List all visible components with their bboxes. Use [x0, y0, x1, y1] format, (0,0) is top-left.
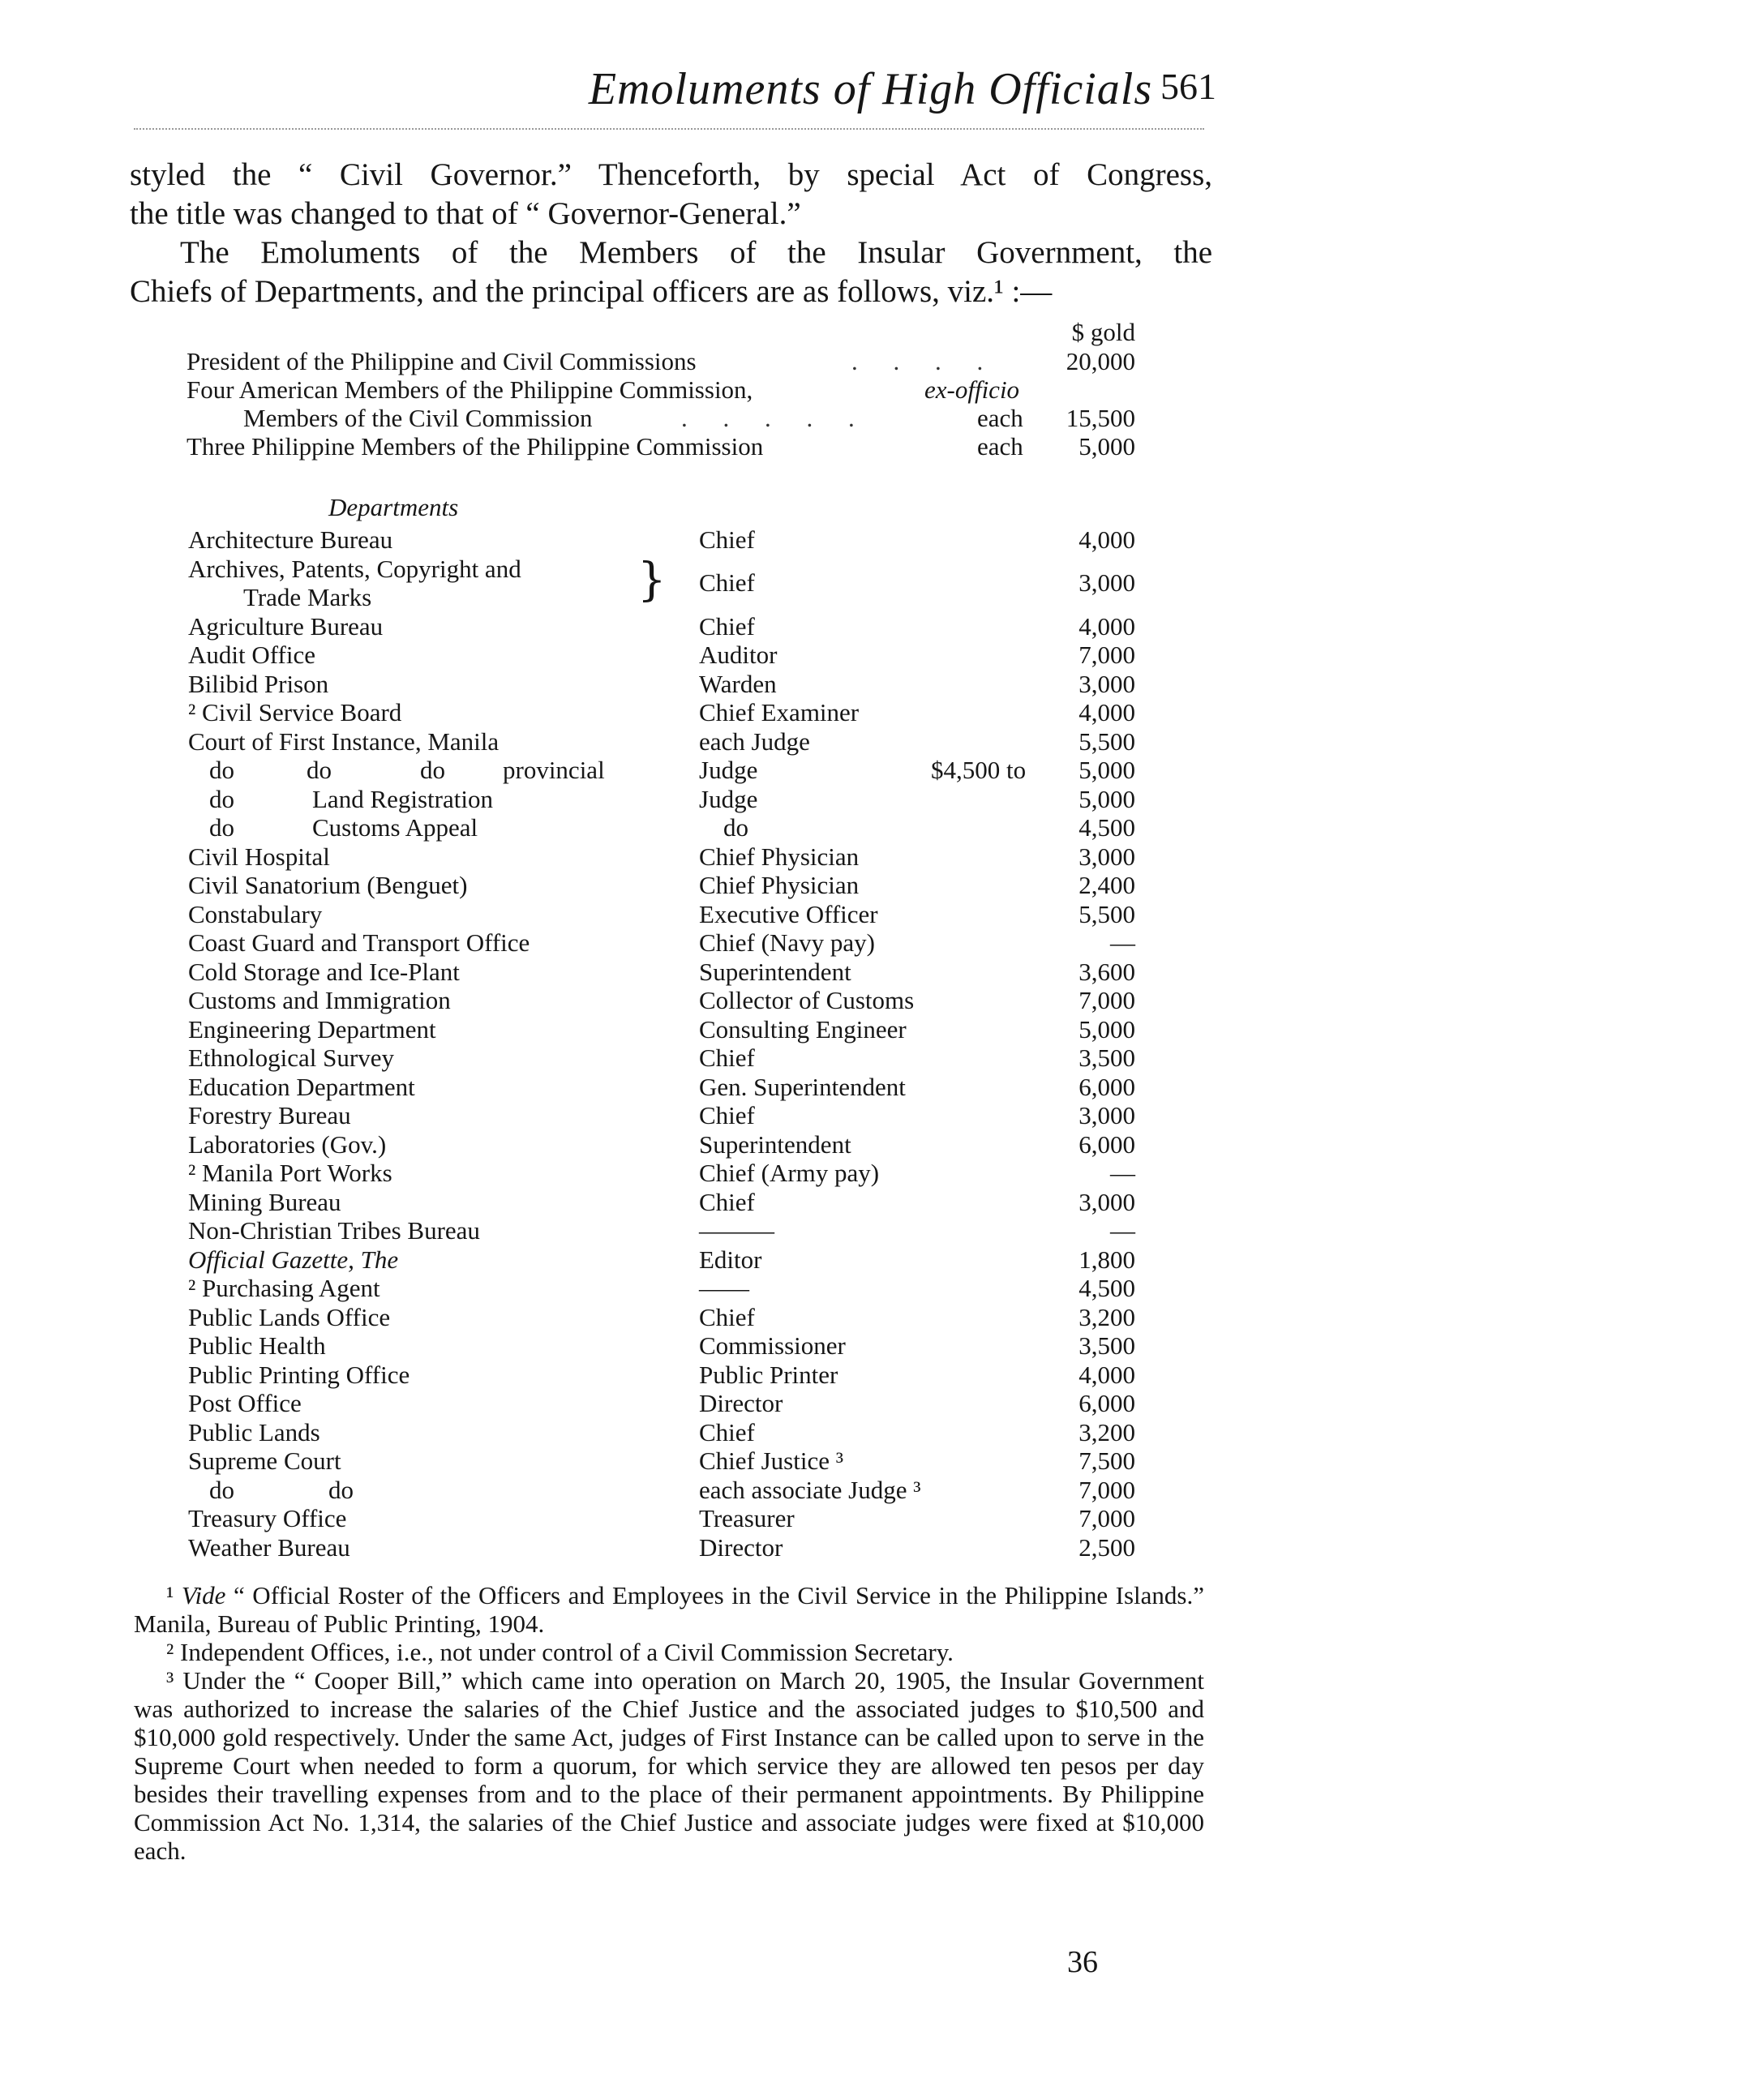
row-value: 5,500: [1078, 726, 1135, 756]
row-title: Chief (Navy pay): [699, 928, 875, 957]
row-label: Court of First Instance, Manila: [188, 726, 500, 756]
row-label: ² Purchasing Agent: [188, 1274, 380, 1302]
table-row: [0, 670, 1741, 699]
table-row: [0, 785, 1741, 814]
row-title: Director: [699, 1532, 783, 1562]
row-label: Official Gazette, The: [188, 1245, 399, 1274]
table-row: [0, 1245, 1741, 1275]
intro-text: [130, 156, 1212, 311]
row-label: Mining Bureau: [188, 1187, 341, 1216]
row-value: 5,000: [1078, 784, 1135, 813]
row-label: Cold Storage and Ice-Plant: [188, 957, 460, 986]
row-value: 3,200: [1078, 1417, 1135, 1446]
row-title: Chief: [699, 525, 755, 554]
row-label: do: [420, 756, 445, 784]
footnote-1: ¹ Vide “ Official Roster of the Officers and Employees in the Civil Service in the Philippine Islands.” Manila, Bureau of Public Printing, 1904.: [134, 1581, 1204, 1638]
leader-dots: . . . .: [851, 347, 998, 375]
row-label: Four American Members of the Philippine Commission,: [187, 375, 753, 404]
footnotes: [134, 1581, 1204, 1865]
row-value: 5,000: [1078, 432, 1135, 461]
row-title: ——: [699, 1274, 749, 1302]
row-label: ² Manila Port Works: [188, 1159, 392, 1187]
row-label: Constabulary: [188, 899, 323, 928]
running-header-title: Emoluments of High Officials: [588, 64, 1153, 114]
table-row: [0, 1303, 1741, 1332]
row-value: 2,400: [1078, 871, 1135, 899]
table-row: [0, 698, 1741, 727]
row-label: Forestry Bureau: [188, 1101, 351, 1129]
row-label: Public Lands Office: [188, 1302, 391, 1331]
intro-line: styled the “ Civil Governor.” Thenceforth, by special Act of Congress,: [130, 157, 1212, 192]
row-value: 4,000: [1078, 1360, 1135, 1389]
row-title: Commissioner: [699, 1331, 846, 1360]
footnote-3: ³ Under the “ Cooper Bill,” which came into operation on March 20, 1905, the Insular Government was authorized to increase the salaries of the Chief Justice and the associated judges to $10,500 and $10,000 gold respectively. Under the same Act, judges of First Instance can be called upon to serve in the Supreme Court when needed to form a quorum, for which service they are allowed ten pesos per day besides their travelling expenses from and to the place of their permanent appointments. By Philippine Commission Act No. 1,314, the salaries of the Chief Justice and associate judges were fixed at $10,000 each.: [134, 1666, 1204, 1865]
table-row: [0, 958, 1741, 987]
row-title: Director: [699, 1389, 783, 1417]
page-number: 561: [1160, 66, 1216, 107]
row-title: Chief (Army pay): [699, 1159, 880, 1187]
row-title: Chief: [699, 1417, 755, 1446]
table-row: [0, 1216, 1741, 1245]
row-value: —: [1110, 1216, 1135, 1245]
row-value: 7,000: [1078, 641, 1135, 669]
intro-line: Chiefs of Departments, and the principal officers are as follows, viz.¹ :—: [130, 274, 1053, 309]
row-value: 7,500: [1078, 1446, 1135, 1475]
row-title: each Judge: [699, 726, 810, 756]
row-title: Judge: [699, 756, 758, 784]
table-row: [0, 813, 1741, 842]
row-label: do: [328, 1475, 354, 1504]
row-label: Post Office: [188, 1389, 302, 1417]
intro-line: The Emoluments of the Members of the Insular Government, the: [180, 235, 1212, 270]
row-title: Chief: [699, 1187, 755, 1216]
row-value: 6,000: [1078, 1129, 1135, 1159]
table-row: [0, 1274, 1741, 1303]
table-row: [0, 1188, 1741, 1217]
row-value: 3,000: [1078, 1101, 1135, 1129]
row-title: Chief: [699, 568, 755, 597]
table-row: [0, 525, 1741, 555]
row-label: Civil Hospital: [188, 842, 330, 871]
row-label: Three Philippine Members of the Philippine Commission: [187, 432, 764, 461]
row-label: do: [307, 756, 332, 784]
row-label: Non-Christian Tribes Bureau: [188, 1216, 480, 1245]
row-label: Land Registration: [312, 784, 493, 813]
table-row: [0, 612, 1741, 641]
row-title: Chief Examiner: [699, 698, 860, 726]
row-label: Engineering Department: [188, 1014, 436, 1044]
row-value: 3,500: [1078, 1044, 1135, 1072]
departments-heading: Departments: [328, 493, 459, 521]
currency-label: $ gold: [1071, 318, 1135, 346]
table-row: [0, 1331, 1741, 1361]
row-title: Treasurer: [699, 1504, 795, 1532]
row-label: do: [209, 784, 234, 813]
row-label: Education Department: [188, 1072, 415, 1101]
row-label: Audit Office: [188, 641, 315, 669]
row-title: Chief Physician: [699, 871, 860, 899]
table-row: [0, 1101, 1741, 1130]
row-label: Ethnological Survey: [188, 1044, 394, 1072]
row-label-italic: ex-officio: [924, 375, 1020, 404]
signature-mark: 36: [1067, 1945, 1098, 1979]
row-value: 4,500: [1078, 813, 1135, 842]
row-title: Auditor: [699, 641, 778, 669]
row-value: 15,500: [1066, 404, 1135, 432]
leader-dots: . . . . .: [681, 404, 869, 432]
header-rule: [134, 128, 1204, 130]
row-title: each associate Judge ³: [699, 1475, 921, 1504]
table-row: [0, 1073, 1741, 1102]
row-value: 4,000: [1078, 698, 1135, 726]
row-title: Superintendent: [699, 1129, 851, 1159]
table-row: [0, 1446, 1741, 1476]
row-label: Public Lands: [188, 1417, 320, 1446]
row-value: 7,000: [1078, 986, 1135, 1014]
table-row: [0, 641, 1741, 670]
row-title: Chief: [699, 1101, 755, 1129]
table-row: [0, 1015, 1741, 1044]
row-label: do: [209, 1475, 234, 1504]
row-label: Civil Sanatorium (Benguet): [188, 871, 468, 899]
row-value: 1,800: [1078, 1245, 1135, 1274]
table-row: [0, 1533, 1741, 1562]
table-row: [0, 1361, 1741, 1390]
table-row: [0, 900, 1741, 929]
row-value: —: [1110, 928, 1135, 957]
row-value: 3,000: [1078, 842, 1135, 871]
row-title: do: [723, 813, 748, 842]
row-value: 3,600: [1078, 957, 1135, 986]
table-row: [0, 553, 1741, 611]
brace-glyph: }: [637, 553, 667, 606]
row-label: Customs and Immigration: [188, 986, 451, 1014]
row-title: Consulting Engineer: [699, 1014, 907, 1044]
row-title: Public Printer: [699, 1360, 838, 1389]
intro-line: the title was changed to that of “ Governor-General.”: [130, 196, 801, 231]
row-title: Chief Justice ³: [699, 1446, 844, 1475]
row-value: 4,000: [1078, 611, 1135, 641]
row-value: 3,000: [1078, 1187, 1135, 1216]
row-title: Collector of Customs: [699, 986, 915, 1014]
row-value: 3,000: [1078, 669, 1135, 698]
row-title: Editor: [699, 1245, 762, 1274]
row-value: 6,000: [1078, 1072, 1135, 1101]
row-value: 4,500: [1078, 1274, 1135, 1302]
table-row: [0, 756, 1741, 785]
row-label: do: [209, 756, 234, 784]
row-value: 4,000: [1078, 525, 1135, 554]
table-row: [0, 1476, 1741, 1505]
row-label: Public Health: [188, 1331, 326, 1360]
row-title: Gen. Superintendent: [699, 1072, 906, 1101]
row-title: Superintendent: [699, 957, 851, 986]
row-each: each: [977, 404, 1023, 432]
row-label: do: [209, 813, 234, 842]
row-title: Chief: [699, 611, 755, 641]
row-value: 20,000: [1066, 347, 1135, 375]
table-row: [0, 1159, 1741, 1188]
row-label: Customs Appeal: [312, 813, 478, 842]
table-row: [0, 1418, 1741, 1447]
row-label: provincial: [503, 756, 605, 784]
row-title: Chief: [699, 1044, 755, 1072]
row-label: Archives, Patents, Copyright and: [188, 554, 521, 583]
row-value: 2,500: [1078, 1532, 1135, 1562]
row-label: Weather Bureau: [188, 1532, 350, 1562]
row-title: Chief Physician: [699, 842, 860, 871]
row-label: President of the Philippine and Civil Commissions: [187, 347, 697, 375]
row-title-range: $4,500 to: [931, 756, 1027, 784]
row-label: Public Printing Office: [188, 1360, 410, 1389]
row-label: ² Civil Service Board: [188, 698, 402, 726]
row-value: 7,000: [1078, 1504, 1135, 1532]
row-value: 3,000: [1078, 568, 1135, 597]
row-value: 6,000: [1078, 1389, 1135, 1417]
row-label: Agriculture Bureau: [188, 611, 384, 641]
row-value: 7,000: [1078, 1475, 1135, 1504]
row-value: —: [1110, 1159, 1135, 1187]
row-title: Warden: [699, 669, 777, 698]
row-title: Executive Officer: [699, 899, 878, 928]
row-label: Coast Guard and Transport Office: [188, 928, 530, 957]
row-title: ———: [699, 1216, 774, 1245]
table-row: [0, 727, 1741, 756]
row-label: Bilibid Prison: [188, 669, 329, 698]
row-label: Architecture Bureau: [188, 525, 393, 554]
row-label: Supreme Court: [188, 1446, 341, 1475]
row-label-continued: Trade Marks: [243, 583, 372, 611]
row-label: Treasury Office: [188, 1504, 347, 1532]
table-row: [0, 928, 1741, 958]
table-row: [0, 1504, 1741, 1533]
footnote-2: ² Independent Offices, i.e., not under control of a Civil Commission Secretary.: [166, 1638, 954, 1666]
row-value: 5,000: [1078, 1014, 1135, 1044]
row-label: Members of the Civil Commission: [243, 404, 593, 432]
table-row: [0, 1389, 1741, 1418]
row-title: Judge: [699, 784, 758, 813]
row-value: 3,500: [1078, 1331, 1135, 1360]
row-label: Laboratories (Gov.): [188, 1129, 387, 1159]
table-row: [0, 842, 1741, 872]
table-row: [0, 1130, 1741, 1159]
row-value: 5,000: [1078, 756, 1135, 784]
table-row: [0, 986, 1741, 1015]
row-value: 3,200: [1078, 1302, 1135, 1331]
row-title: Chief: [699, 1302, 755, 1331]
row-value: 5,500: [1078, 899, 1135, 928]
table-row: [0, 1044, 1741, 1073]
row-each: each: [977, 432, 1023, 461]
table-row: [0, 871, 1741, 900]
